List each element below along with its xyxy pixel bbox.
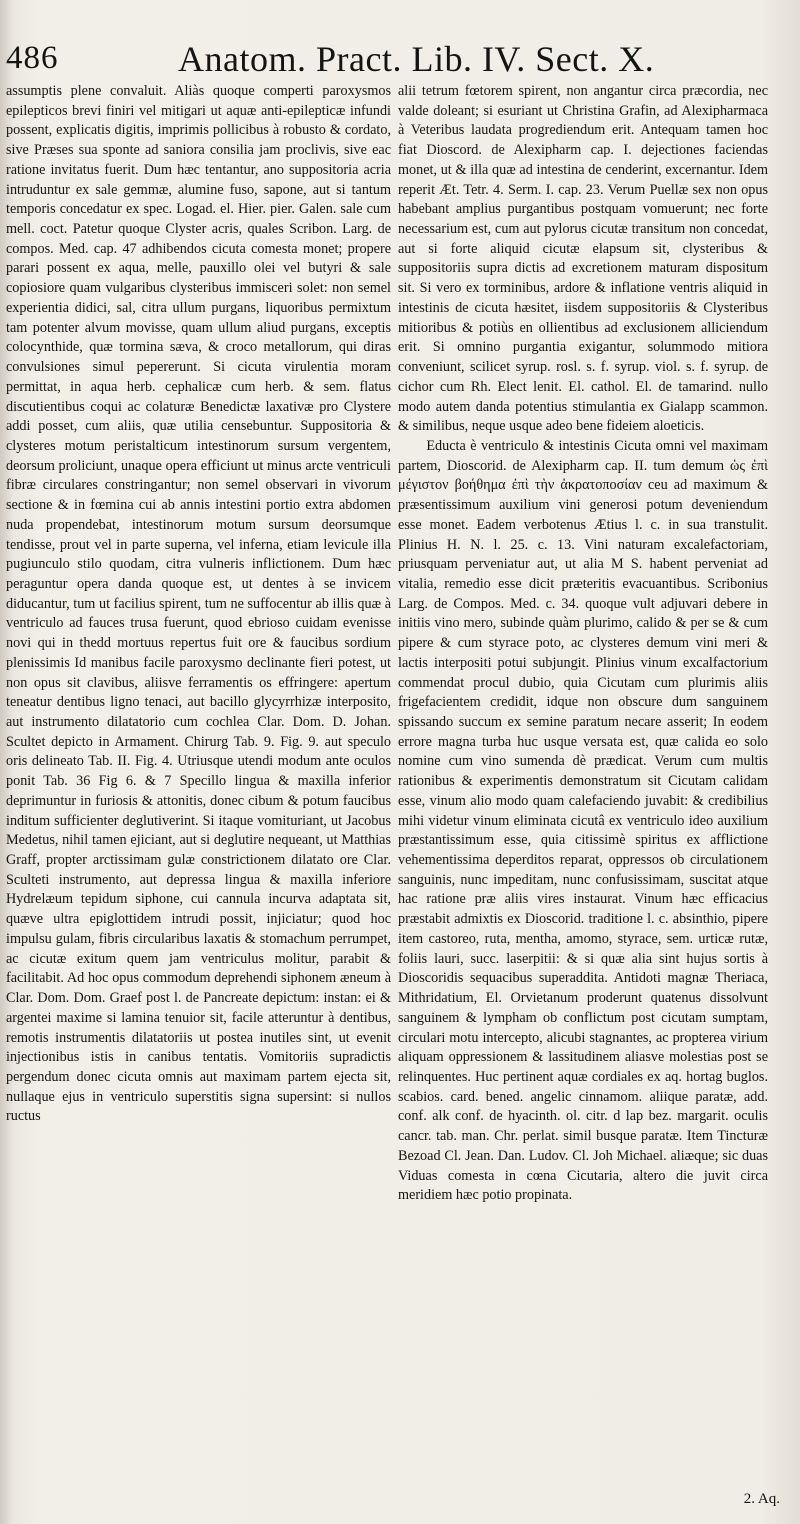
- page-number: 486: [6, 40, 59, 76]
- left-column: [6, 82, 391, 1127]
- catchword: 2. Aq.: [743, 1491, 780, 1507]
- right-column-paragraph-2: Educta è ventriculo & intestinis Cicuta omni vel maximam partem, Dioscorid. de Alexipharm cap. II. tum demum ὡς ἐπὶ μέγιστον βοήθημα ἐπὶ τὴν ἀκρατοποσίαν ceu ad maximum & præsentissimum auxilium vini generosi potum deveniendum esse monet. Eadem verbotenus Ætius l. c. in sua transtulit. Plinius H. N. l. 25. c. 13. Vini naturam excalefactoriam, priusquam perveniatur aut, ut alia M S. habent perveniat ad vitalia, remedio esse dicit præteritis evacuantibus. Scribonius Larg. de Compos. Med. c. 34. quoque vult adjuvari debere in initiis vino mero, subinde quàm plurimo, calido & per se & cum pipere & cum styrace poto, ac clysteres demum vini meri & lactis interpositi potui subjungit. Plinius vinum excalfactorium commendat procul dubio, quia Cicutam cum plurimis aliis frigefacientem credidit, idque non obscure dum sanguinem spissando succum ex semine paratum necare asserit; In eodem errore magna turba huc usque versata est, quæ calida eo solo nomine cum vino sumenda dè prædicat. Verum cum multis rationibus & experimentis demonstratum sit Cicutam calidam esse, vinum alio modo quam calefaciendo juvabit: & credibilius mihi videtur vinum eliminata cicutâ ex ventriculo ideo auxilium præstantissimum esse, quia citissimè spiritus ex afflictione vehementissima deperditos reparat, oppressos ob circulationem sanguinis, nunc impeditam, nunc confusissimam, suscitat atque hac ratione præ aliis vires instaurat. Vinum hæc efficacius præstabit admixtis ex Dioscorid. traditione l. c. absinthio, pipere item castoreo, ruta, mentha, amomo, styrace, sem. urticæ rutæ, foliis lauri, succ. laserpitii: & si quæ alia sint hujus sortis à Dioscoridis sequacibus superaddita. Antidoti magnæ Theriaca, Mithridatium, El. Orvietanum proderunt quatenus dissolvunt sanguinem & lympham ob conflictum post cicutam sumptam, circulari motu intercepto, alicubi stagnantes, ac propterea virium aliquam oppressionem & lassitudinem aliasve molestias post se relinquentes. Huc pertinent aquæ cordiales ex aq. hortag buglos. scabios. card. bened. angelic cinnamom. aliique paratæ, add. conf. alk conf. de hyacinth. ol. citr. d lap bez. margarit. oculis cancr. tab. man. Chr. perlat. simil busque paratæ. Item Tincturæ Bezoad Cl. Jean. Dan. Ludov. Cl. Joh Michael. aliæque; sic duas Viduas comesta in cœna Cicutaria, altero die juvit circa meridiem hæc potio propinata.: [398, 437, 768, 1204]
- running-title: Anatom. Pract. Lib. IV. Sect. X.: [178, 39, 655, 79]
- right-column: [398, 82, 768, 1206]
- right-column-paragraph-1: alii tetrum fœtorem spirent, non angantur circa præcordia, nec valde doleant; si esuriant ut Christina Grafin, ad Alexipharmaca à Veteribus laudata progrediendum erit. Antequam tamen hoc fiat Dioscord. de Alexipharm cap. I. dejectiones faciendas monet, ut & illa quæ ad intestina de cenderint, excernantur. Idem reperit Æt. Tetr. 4. Serm. I. cap. 23. Verum Puellæ sex non opus habebant amplius purgantibus postquam vomuerunt; nec forte necessarium est, cum aut pylorus cicutæ transitum non concedat, aut si forte aliquid cicutæ elapsum sit, clysteribus & suppositoriis supra dictis ad excretionem maturam dispositum sit. Si vero ex torminibus, ardore & inflatione ventris aliquid in intestinis de cicuta hæsitet, iisdem suppositoriis & Clysteribus mitioribus & potiùs en ollientibus ad exclusionem alliciendum erit. Si omnino purgantia exigantur, solummodo mitiora conveniunt, scilicet syrup. rosl. s. f. syrup. viol. s. f. syrup. de cichor cum Rh. Elect lenit. El. cathol. El. de tamarind. nullo modo autem danda potentius stimulantia ex Gialapp scammon. & similibus, neque usque adeo bene fideiem aloeticis.: [398, 83, 768, 435]
- left-column-text: assumptis plene convaluit. Aliàs quoque comperti paroxysmos epilepticos brevi finiri vel mitigari ut aquæ anti-epilepticæ infundi possent, explicatis digitis, imprimis pollicibus à robusto & cordato, sive Præses sua sponte ad saniora consilia jam proclivis, sive eac ratione invitatus fuerit. Dum hæc tentantur, ano suppositoria acria intruduntur ex sale gemmæ, alumine fuso, sapone, aut si tantum temporis concedatur ex spec. Logad. el. Hier. pier. Galen. sale cum mell. coct. Patetur quoque Clyster acris, quales Scribon. Larg. de compos. Med. cap. 47 adhibendos cicuta comesta monet; propere parari possent ex aqua, melle, pauxillo olei vel butyri & sale copiosiore quam vulgaribus clysteribus immisceri solet: non semel experientia didici, sal, citra ullum purgans, liquoribus permixtum tam potenter alvum movisse, quam ullum aliud purgans, exceptis colocynthide, quæ tormina sæva, & croco metallorum, qui diras convulsiones simul pepererunt. Si cicuta virulentia moram permittat, in aqua herb. cephalicæ cum herb. & sem. flatus discutientibus coqui ac colaturæ Benedictæ laxativæ pro Clystere addi posset, cum aliis, quæ utilia censebuntur. Suppositoria & clysteres motum peristalticum intestinorum sursum vergentem, deorsum proliciunt, unaque opera efficiunt ut minus arcte ventriculi fibræ circulares constringantur; non semel observari in vivorum sectione & in fœmina cui ab annis intestini portio extra abdomen nuda propendebat, intestinorum motum sursum deorsumque tendisse, prout vel in parte superna, vel inferna, etiam levicule illa pugiunculo stilo quodam, citra vulneris inflictionem. Dum hæc peraguntur opera danda quoque est, ut dentes à se invicem diducantur, tum ut facilius spirent, tum ne suffocentur ab illis quæ à ventriculo ad fauces trusa fuerunt, quod ebrioso cuidam evenisse novi qui in thedd mortuus repertus fuit ore & faucibus sordium plenissimis Id manibus facile paroxysmo declinante fieri potest, ut non opus sit clavibus, aliisve ferramentis os effringere: apertum teneatur dentibus ligno tenaci, aut bacillo glycyrrhizæ interposito, aut instrumento dilatatorio cum cochlea Clar. Dom. D. Johan. Scultet depicto in Armament. Chirurg Tab. 9. Fig. 9. aut speculo oris delineato Tab. II. Fig. 4. Utriusque utendi modum ante oculos ponit Tab. 36 Fig 6. & 7 Specillo lingua & maxilla inferior deprimuntur in furiosis & attonitis, donec cibum & potum faucibus inditum sufficienter deglutiverint. Si itaque vomituriant, ut Jacobus Medetus, nihil tamen ejiciant, aut si deglutire nequeant, ut Matthias Graff, propter arctissimam gulæ constrictionem dilatato ore Clar. Sculteti instrumento, aut depressa lingua & maxilla inferiore Hydrelæum tepidum siphone, cui cannula incurva adaptata sit, quæve ultra epiglottidem intrudi possit, injiciatur; quod hoc impulsu gulam, fibris circularibus laxatis & stomachum perrumpet, ac cicutæ exitum quem jam ventriculus molitur, parabit & facilitabit. Ad hoc opus commodum deprehendi siphonem æneum à Clar. Dom. Dom. Graef post l. de Pancreate depictum: instan: ei & argentei maxime si lamina tenuior sit, facile atteruntur à dentibus, remotis instrumentis dilatatoriis ut postea inutiles sint, ut evenit injectionibus istis in canibus tentatis. Vomitoriis supradictis pergendum donec cicuta omnis aut maximam partem ejecta sit, nullaque ejus in ventriculo superstitis signa supersint: si nullos ructus: [6, 83, 391, 1125]
